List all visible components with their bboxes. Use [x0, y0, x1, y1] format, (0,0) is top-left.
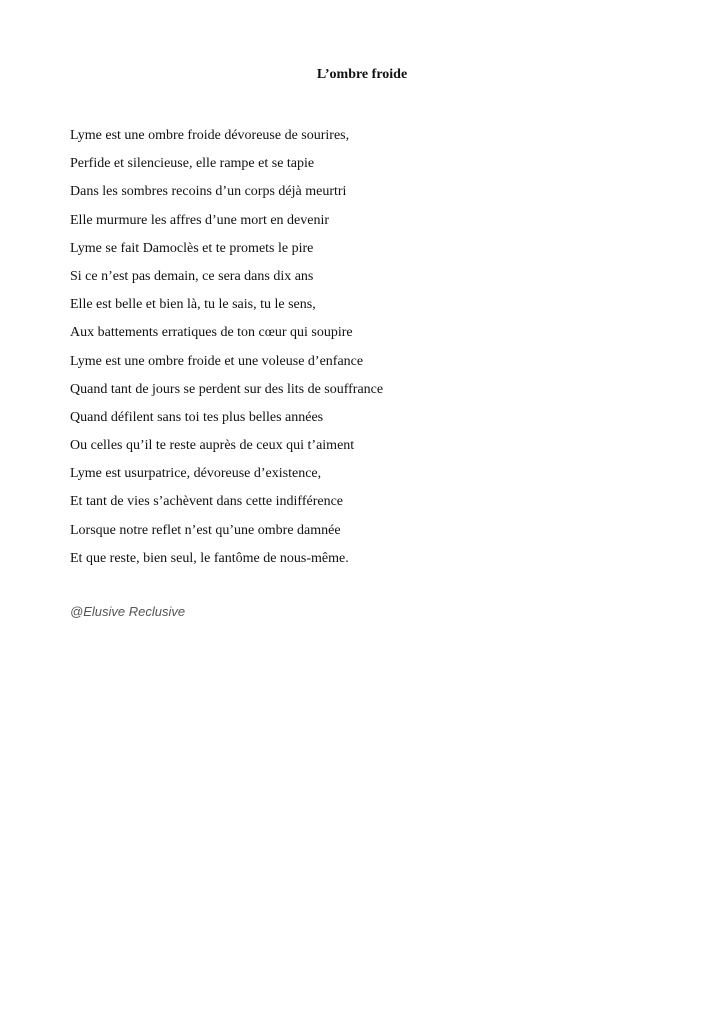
poem-line: Elle est belle et bien là, tu le sais, tu le sens, [70, 297, 316, 313]
poem-line: Lyme est une ombre froide et une voleuse d’enfance [70, 353, 364, 369]
poem-line: Et que reste, bien seul, le fantôme de nous-même. [70, 550, 349, 566]
poem-line: Ou celles qu’il te reste auprès de ceux qui t’aiment [70, 438, 355, 454]
poem-line: Elle murmure les affres d’une mort en devenir [70, 212, 330, 228]
poem-line: Quand tant de jours se perdent sur des lits de souffrance [70, 381, 384, 397]
poem-line: Lyme se fait Damoclès et te promets le pire [70, 240, 314, 256]
author-signature: @Elusive Reclusive [70, 604, 186, 619]
poem-body [70, 122, 670, 573]
poem-line: Aux battements erratiques de ton cœur qui soupire [70, 325, 353, 341]
poem-line: Et tant de vies s’achèvent dans cette indifférence [70, 494, 344, 510]
poem-line: Si ce n’est pas demain, ce sera dans dix ans [70, 268, 314, 284]
poem-line: Perfide et silencieuse, elle rampe et se tapie [70, 156, 315, 172]
poem-line: Lorsque notre reflet n’est qu’une ombre damnée [70, 522, 341, 538]
poem-line: Lyme est usurpatrice, dévoreuse d’existence, [70, 466, 322, 482]
poem-line: Dans les sombres recoins d’un corps déjà meurtri [70, 184, 347, 200]
poem-line: Lyme est une ombre froide dévoreuse de sourires, [70, 128, 350, 143]
poem-line: Quand défilent sans toi tes plus belles années [70, 409, 324, 425]
poem-title: L’ombre froide [316, 67, 408, 82]
